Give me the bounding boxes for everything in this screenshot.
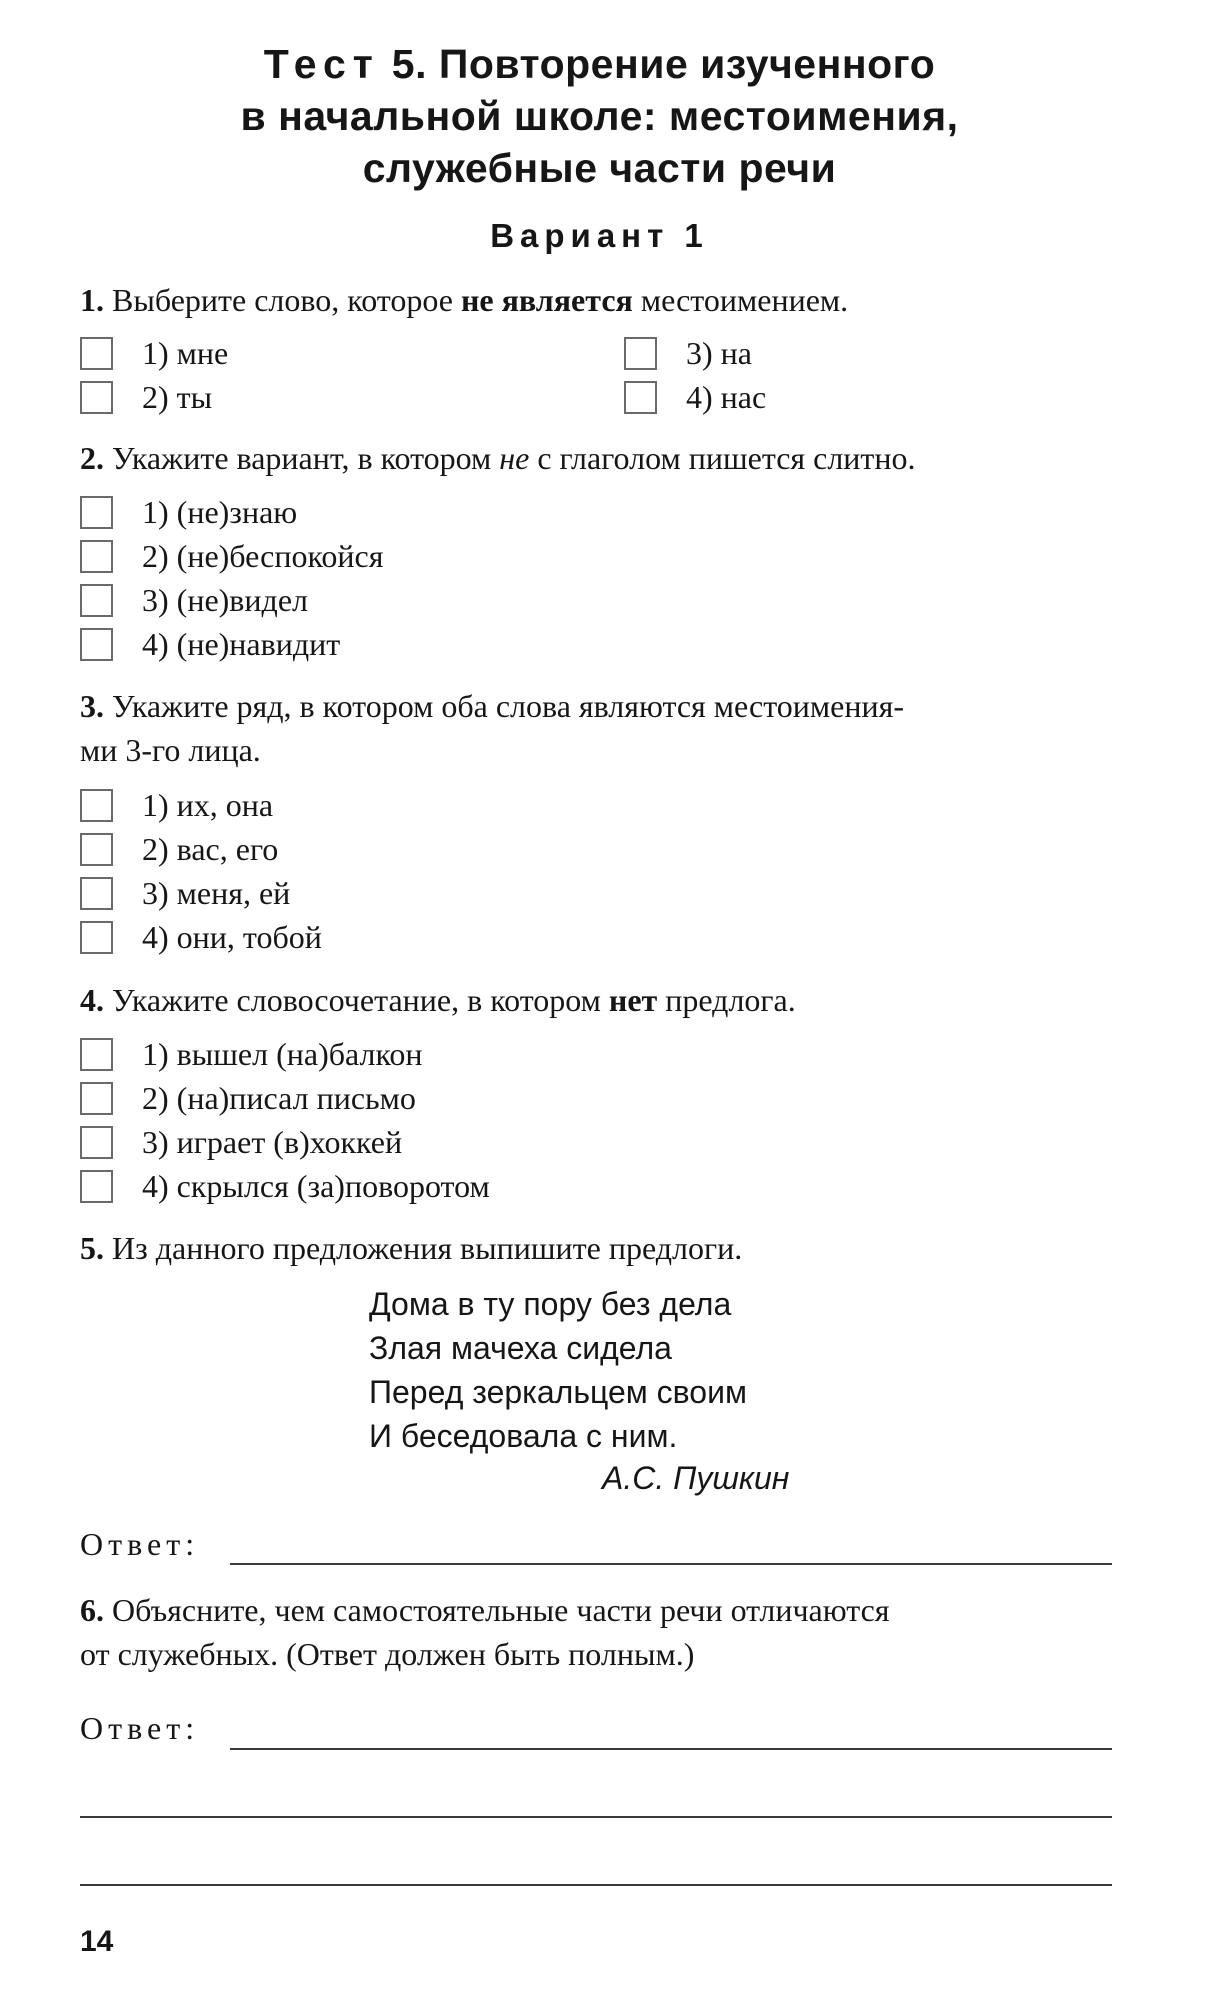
option-label: 2) ты xyxy=(142,378,213,415)
option-label: 3) (не)видел xyxy=(142,581,308,618)
question-emphasis: нет xyxy=(608,982,658,1018)
option-q3-1[interactable] xyxy=(80,785,273,825)
option-label: 3) меня, ей xyxy=(142,874,291,911)
question-6 xyxy=(80,1588,1120,1676)
answer-checkbox[interactable] xyxy=(80,877,113,910)
question-text: Из данного предложения выпишите предлоги. xyxy=(104,1230,743,1266)
question-number: 1. xyxy=(80,282,104,318)
option-q3-4[interactable] xyxy=(80,917,322,957)
question-text: Укажите ряд, в котором оба слова являются местоимения- xyxy=(104,688,904,724)
option-q1-1[interactable] xyxy=(80,333,228,373)
answer-checkbox[interactable] xyxy=(80,584,113,617)
answer-label-q5: Ответ: xyxy=(80,1526,200,1562)
question-text: Объясните, чем самостоятельные части речи отличаются xyxy=(104,1592,890,1628)
question-5 xyxy=(80,1226,1120,1270)
option-label: 4) (не)навидит xyxy=(142,625,341,662)
answer-checkbox[interactable] xyxy=(80,628,113,661)
answer-checkbox[interactable] xyxy=(80,1082,113,1115)
option-q3-2[interactable] xyxy=(80,829,278,869)
question-emphasis: не является xyxy=(460,282,633,318)
title-line3: служебные части речи xyxy=(362,145,837,191)
page-number: 14 xyxy=(80,1925,114,1958)
answer-checkbox[interactable] xyxy=(624,381,657,414)
question-text: Выберите слово, которое xyxy=(104,282,461,318)
poem-line: Перед зеркальцем своим xyxy=(369,1374,747,1410)
question-text: местоимением. xyxy=(632,282,849,318)
answer-checkbox[interactable] xyxy=(80,337,113,370)
option-q3-3[interactable] xyxy=(80,873,290,913)
option-q2-4[interactable] xyxy=(80,624,340,664)
answer-label-q6: Ответ: xyxy=(80,1710,200,1746)
title-line2: в начальной школе: местоимения, xyxy=(240,93,959,139)
answer-line-q6-3[interactable] xyxy=(80,1884,1112,1886)
question-3 xyxy=(80,684,1120,772)
answer-checkbox[interactable] xyxy=(624,337,657,370)
answer-checkbox[interactable] xyxy=(80,833,113,866)
option-label: 4) они, тобой xyxy=(142,918,322,955)
option-q2-2[interactable] xyxy=(80,536,383,576)
question-number: 2. xyxy=(80,440,104,476)
option-label: 4) нас xyxy=(686,378,767,415)
option-q4-2[interactable] xyxy=(80,1078,416,1118)
poem-author: А.С. Пушкин xyxy=(602,1460,790,1496)
question-text: предлога. xyxy=(657,982,796,1018)
question-text: Укажите вариант, в котором xyxy=(104,440,500,476)
option-q1-2[interactable] xyxy=(80,377,212,417)
test-title xyxy=(0,38,1199,194)
answer-checkbox[interactable] xyxy=(80,921,113,954)
question-text: с глаголом пишется слитно. xyxy=(529,440,916,476)
question-number: 4. xyxy=(80,982,104,1018)
answer-line-q5[interactable] xyxy=(230,1563,1112,1565)
question-number: 3. xyxy=(80,688,104,724)
option-label: 1) вышел (на)балкон xyxy=(142,1035,423,1072)
answer-checkbox[interactable] xyxy=(80,1038,113,1071)
question-text: от служебных. (Ответ должен быть полным.) xyxy=(80,1636,695,1672)
variant-heading: Вариант 1 xyxy=(490,217,709,254)
poem-line: Злая мачеха сидела xyxy=(369,1330,672,1366)
option-label: 2) (на)писал письмо xyxy=(142,1079,416,1116)
answer-checkbox[interactable] xyxy=(80,540,113,573)
answer-checkbox[interactable] xyxy=(80,789,113,822)
question-1 xyxy=(80,278,1120,322)
option-label: 1) мне xyxy=(142,334,229,371)
question-text: ми 3-го лица. xyxy=(80,732,261,768)
answer-line-q6-1[interactable] xyxy=(230,1748,1112,1750)
option-q1-4[interactable] xyxy=(624,377,766,417)
option-q2-3[interactable] xyxy=(80,580,308,620)
option-label: 1) их, она xyxy=(142,786,274,823)
poem xyxy=(369,1282,747,1458)
option-label: 1) (не)знаю xyxy=(142,493,298,530)
poem-line: Дома в ту пору без дела xyxy=(369,1286,732,1322)
option-q4-3[interactable] xyxy=(80,1122,402,1162)
answer-checkbox[interactable] xyxy=(80,381,113,414)
question-2 xyxy=(80,436,1120,480)
poem-line: И беседовала с ним. xyxy=(369,1418,678,1454)
answer-checkbox[interactable] xyxy=(80,1126,113,1159)
option-q1-3[interactable] xyxy=(624,333,752,373)
option-label: 4) скрылся (за)поворотом xyxy=(142,1167,490,1204)
option-label: 2) (не)беспокойся xyxy=(142,537,384,574)
option-q4-4[interactable] xyxy=(80,1166,490,1206)
option-label: 3) на xyxy=(686,334,752,371)
question-number: 6. xyxy=(80,1592,104,1628)
title-line1: 5. Повторение изученного xyxy=(379,41,936,87)
title-lead: Тест xyxy=(263,41,380,87)
option-label: 3) играет (в)хоккей xyxy=(142,1123,403,1160)
option-q4-1[interactable] xyxy=(80,1034,423,1074)
answer-line-q6-2[interactable] xyxy=(80,1816,1112,1818)
question-text: Укажите словосочетание, в котором xyxy=(104,982,609,1018)
option-label: 2) вас, его xyxy=(142,830,279,867)
answer-checkbox[interactable] xyxy=(80,1170,113,1203)
question-italic: не xyxy=(499,440,530,476)
question-number: 5. xyxy=(80,1230,104,1266)
answer-checkbox[interactable] xyxy=(80,496,113,529)
question-4 xyxy=(80,978,1120,1022)
option-q2-1[interactable] xyxy=(80,492,297,532)
